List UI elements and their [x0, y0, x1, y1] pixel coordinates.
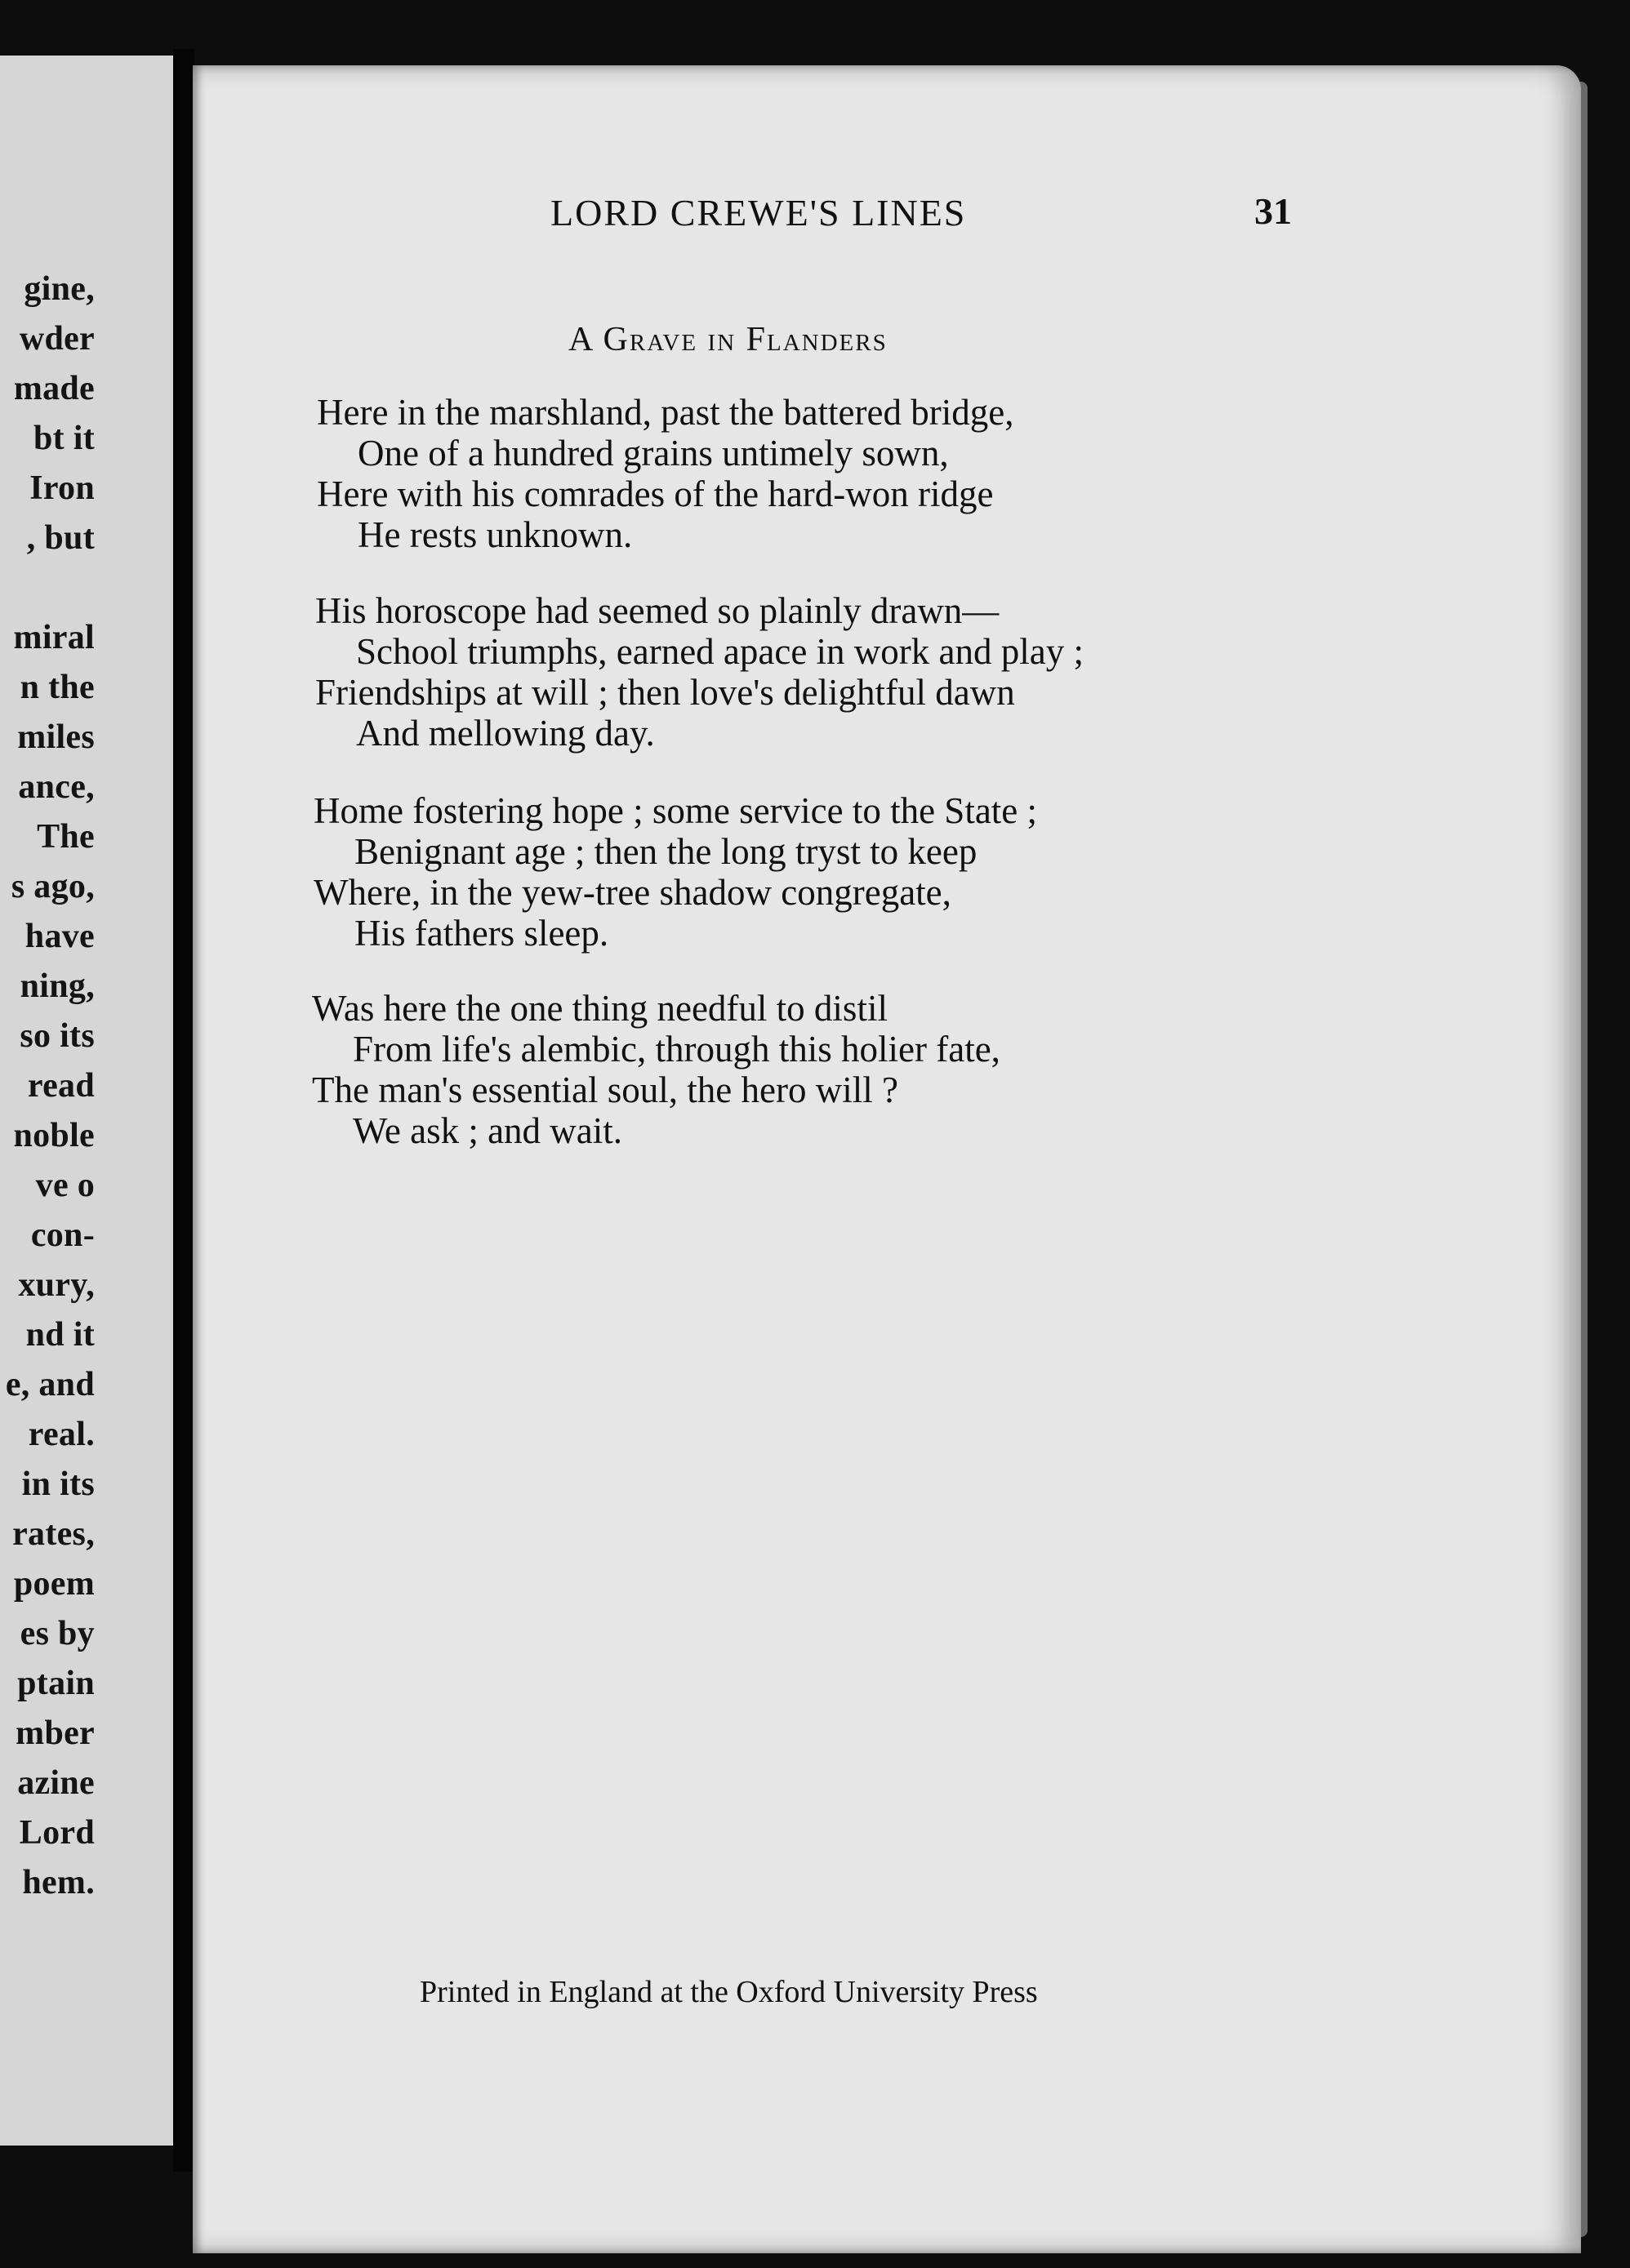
printer-imprint: Printed in England at the Oxford University Press: [420, 1975, 1038, 2009]
verse-line: School triumphs, earned apace in work and play ;: [356, 631, 1084, 672]
line-fragment: bt it: [33, 420, 95, 457]
line-fragment: poem: [13, 1565, 95, 1603]
line-fragment: in its: [21, 1465, 95, 1503]
book-gutter: [173, 49, 194, 2172]
verse-line: And mellowing day.: [356, 713, 655, 754]
verse-line: Home fostering hope ; some service to the State ;: [314, 790, 1038, 831]
line-fragment: Lord: [19, 1814, 95, 1852]
line-fragment: s ago,: [11, 868, 95, 905]
stanza: [312, 988, 1000, 1151]
verse-line: Here in the marshland, past the battered bridge,: [317, 392, 1014, 433]
verse-line: His fathers sleep.: [354, 913, 609, 954]
verse-line: From life's alembic, through this holier fate,: [353, 1029, 1000, 1070]
line-fragment: Iron: [29, 469, 95, 507]
line-fragment: xury,: [18, 1266, 95, 1304]
verse-line: Friendships at will ; then love's delightful dawn: [315, 672, 1015, 713]
line-fragment: hem.: [22, 1864, 95, 1901]
line-fragment: rates,: [12, 1515, 95, 1553]
line-fragment: noble: [13, 1117, 95, 1154]
facing-page-edge: [0, 56, 173, 2146]
line-fragment: ning,: [20, 967, 95, 1005]
verse-line: He rests unknown.: [358, 514, 633, 555]
running-head: LORD CREWE'S LINES: [550, 192, 967, 233]
line-fragment: miral: [13, 619, 95, 656]
line-fragment: have: [24, 918, 95, 955]
line-fragment: so its: [20, 1017, 95, 1055]
line-fragment: ptain: [17, 1665, 95, 1702]
stanza: [314, 790, 1037, 954]
page-number: 31: [1254, 190, 1292, 232]
stanza: [317, 392, 1013, 555]
verse-line: Benignant age ; then the long tryst to keep: [354, 831, 978, 872]
verse-line: Here with his comrades of the hard-won ridge: [317, 474, 994, 514]
line-fragment: , but: [26, 519, 95, 557]
verse-line: We ask ; and wait.: [353, 1110, 623, 1151]
line-fragment: miles: [17, 718, 95, 756]
line-fragment: mber: [16, 1714, 95, 1752]
verse-line: The man's essential soul, the hero will ?: [312, 1070, 898, 1110]
line-fragment: gine,: [24, 270, 95, 308]
line-fragment: con-: [30, 1216, 95, 1254]
line-fragment: The: [37, 818, 95, 856]
verse-line: One of a hundred grains untimely sown,: [358, 433, 949, 474]
line-fragment: n the: [20, 669, 95, 706]
line-fragment: nd it: [25, 1316, 95, 1354]
poem-title: A Grave in Flanders: [568, 321, 888, 358]
book-page: [193, 65, 1581, 2253]
verse-line: Was here the one thing needful to distil: [312, 988, 888, 1029]
verse-line: His horoscope had seemed so plainly drawn—: [315, 590, 1000, 631]
line-fragment: ance,: [18, 768, 95, 806]
line-fragment: azine: [17, 1764, 95, 1802]
line-fragment: e, and: [5, 1366, 95, 1403]
line-fragment: made: [13, 370, 95, 407]
line-fragment: real.: [28, 1416, 95, 1453]
line-fragment: read: [27, 1067, 95, 1105]
stanza: [315, 590, 1084, 754]
line-fragment: es by: [20, 1615, 95, 1652]
verse-line: Where, in the yew-tree shadow congregate,: [314, 872, 951, 913]
line-fragment: wder: [19, 320, 95, 358]
line-fragment: ve o: [35, 1167, 95, 1204]
